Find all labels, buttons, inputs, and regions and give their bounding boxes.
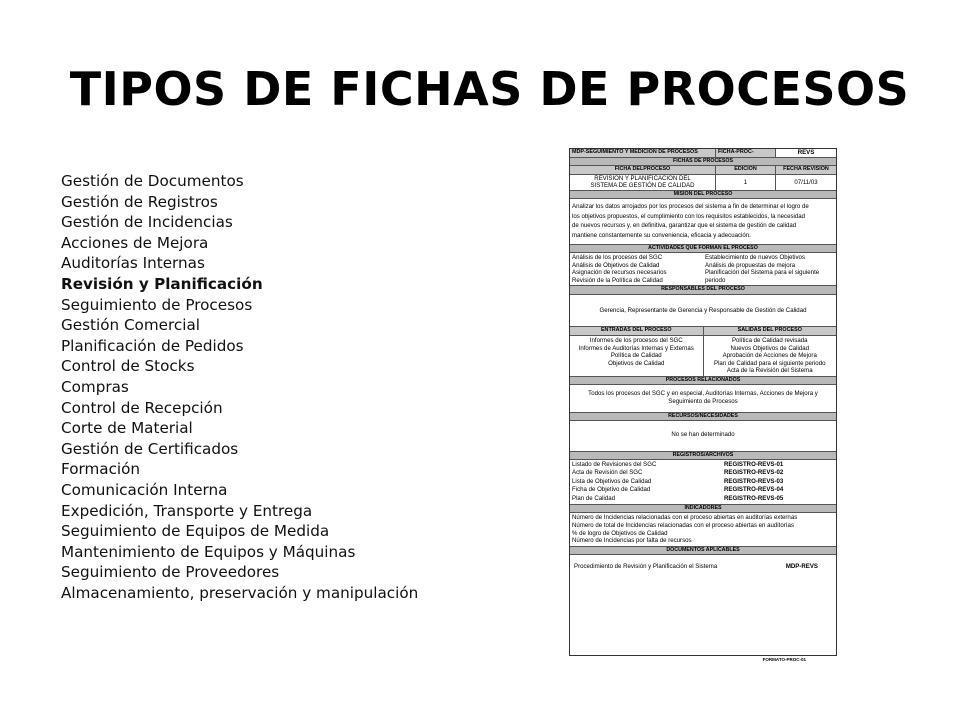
list-item: Corte de Material [61, 419, 193, 438]
entradas-salidas-header [570, 327, 836, 336]
ficha-values-row [570, 175, 836, 191]
list-item: Seguimiento de Proveedores [61, 563, 280, 582]
list-item: Gestión de Incidencias [61, 213, 233, 232]
ficha-name-line: SISTEMA DE GESTIÓN DE CALIDAD [590, 182, 695, 190]
list-item-active: Revisión y Planificación [61, 274, 263, 293]
documento-row [570, 555, 836, 581]
relacionados-line: Seguimiento de Procesos [668, 397, 738, 405]
actividad-item: Análisis de propuestas de mejora [705, 261, 796, 269]
list-item: Seguimiento de Equipos de Medida [61, 522, 330, 541]
actividad-item: Asignación de recursos necesarios [572, 269, 667, 277]
indicador-item: % de logro de Objetivos de Calidad [572, 529, 668, 537]
registro-row: Lista de Objetivos de Calidad REGISTRO-REVS-03 [572, 477, 784, 485]
registros-title: REGISTROS/ARCHIVOS [570, 452, 836, 460]
col-edicion: EDICIÓN [716, 166, 776, 174]
recursos-text: No se han determinado [570, 421, 836, 452]
actividad-item: Análisis de los procesos del SGC [572, 253, 663, 261]
list-item: Formación [61, 460, 141, 479]
list-item: Expedición, Transporte y Entrega [61, 501, 313, 520]
responsables-text: Gerencia, Representante de Gerencia y Responsable de Gestión de Calidad [570, 295, 836, 328]
page-title: TIPOS DE FICHAS DE PROCESOS [69, 62, 910, 116]
documento-name: Procedimiento de Revisión y Planificación el Sistema [574, 563, 718, 571]
registro-row: Plan de Calidad REGISTRO-REVS-05 [572, 494, 784, 502]
mision-line: Analizar los datos arrojados por los procesos del sistema a fin de determinar el logro de [572, 203, 809, 211]
list-item: Acciones de Mejora [61, 233, 209, 252]
list-item: Gestión de Certificados [61, 439, 239, 458]
salida-item: Aprobación de Acciones de Mejora [722, 352, 817, 360]
mision-title: MISIÓN DEL PROCESO [570, 191, 836, 199]
process-form-thumbnail [569, 148, 837, 663]
relacionados-title: PROCESOS RELACIONADOS [570, 377, 836, 385]
entradas-title: ENTRADAS DEL PROCESO [570, 327, 704, 335]
registro-row: Acta de Revisión del SGC REGISTRO-REVS-02 [572, 469, 784, 477]
list-item: Almacenamiento, preservación y manipulación [61, 583, 419, 602]
entrada-item: Informes de los procesos del SGC [589, 336, 683, 344]
list-item: Control de Stocks [61, 357, 195, 376]
actividad-item: Análisis de Objetivos de Calidad [572, 261, 660, 269]
mision-line: mantiene constantemente su conveniencia, eficacia y adecuación. [572, 231, 751, 239]
fecha-value: 07/11/03 [794, 178, 818, 186]
registro-row: Listado de Revisiones del SGC REGISTRO-REVS-01 [572, 460, 784, 468]
actividad-item: Establecimiento de nuevos Objetivos [705, 253, 805, 261]
list-item: Comunicación Interna [61, 480, 228, 499]
form-footer-code: FORMATO-PROC-01 [762, 657, 806, 663]
entrada-item: Objetivos de Calidad [608, 359, 665, 367]
entrada-item: Política de Calidad [610, 352, 662, 360]
list-item: Gestión de Registros [61, 192, 218, 211]
registro-row: Ficha de Objetivo de Calidad REGISTRO-REVS-04 [572, 486, 784, 494]
col-fecha: FECHA REVISIÓN [776, 166, 836, 174]
salida-item: Plan de Calidad para el siguiente periodo [714, 359, 826, 367]
indicador-item: Número de Incidencias por falta de recursos [572, 537, 692, 545]
registros-box [570, 460, 836, 505]
form-header-mid: FICHA-PROC- [716, 149, 776, 157]
form-header-right: REVS [797, 149, 815, 156]
relacionados-line: Todos los procesos del SGC y en especial, Auditorías Internas, Acciones de Mejora y [588, 390, 818, 398]
responsables-title: RESPONSABLES DEL PROCESO [570, 286, 836, 294]
fichas-title: FICHAS DE PROCESOS [570, 158, 836, 166]
list-item: Compras [61, 377, 129, 396]
actividades-box [570, 253, 836, 286]
ficha-header-row [570, 166, 836, 175]
mision-box [570, 199, 836, 244]
actividad-item: Planificación del Sistema para el siguiente [705, 269, 820, 277]
salida-item: Política de Calidad revisada [731, 336, 808, 344]
process-list [61, 171, 418, 603]
indicadores-title: INDICADORES [570, 505, 836, 513]
list-item: Mantenimiento de Equipos y Máquinas [61, 542, 356, 561]
mision-line: los objetivos propuestos, el cumplimiento con los requisitos establecidos, la necesidad [572, 212, 806, 220]
documento-code: MDP-REVS [785, 563, 818, 571]
mision-line: de nuevos recursos y, en definitiva, garantizar que el sistema de gestión de calidad [572, 222, 797, 230]
documentos-title: DOCUMENTOS APLICABLES [570, 547, 836, 555]
list-item: Gestión de Documentos [61, 172, 244, 190]
edicion-value: 1 [716, 175, 776, 190]
indicadores-box [570, 513, 836, 546]
col-ficha: FICHA DELPROCESO [570, 166, 716, 174]
list-item: Seguimiento de Procesos [61, 295, 253, 314]
list-item: Control de Recepción [61, 398, 223, 417]
actividad-item: Revisión de la Política de Calidad [572, 276, 663, 284]
indicador-item: Número de total de Incidencias relacionadas con el proceso abiertas en auditorías [572, 521, 794, 529]
list-item: Gestión Comercial [61, 316, 200, 335]
entradas-salidas-box [570, 336, 836, 377]
list-item: Planificación de Pedidos [61, 336, 244, 355]
recursos-title: RECURSOS/NECESIDADES [570, 413, 836, 421]
entrada-item: Informes de Auditorías Internas y Externas [578, 344, 694, 352]
relacionados-box [570, 385, 836, 412]
list-item: Auditorías Internas [61, 254, 205, 273]
form-header-left: MDP-SEGUIMIENTO Y MEDICIÓN DE PROCESOS [570, 149, 716, 157]
actividad-item: periodo [705, 276, 726, 284]
indicador-item: Número de Incidencias relacionadas con el proceso abiertas en auditorías externas [572, 514, 798, 522]
ficha-name-line: REVISIÓN Y PLANIFICACIÓN DEL [594, 174, 691, 182]
actividades-title: ACTIVIDADES QUE FORMAN EL PROCESO [570, 245, 836, 253]
salidas-title: SALIDAS DEL PROCESO [704, 327, 837, 335]
form-header-row [570, 149, 836, 158]
salida-item: Acta de la Revisión del Sistema [726, 367, 813, 375]
salida-item: Nuevos Objetivos de Calidad [730, 344, 810, 352]
